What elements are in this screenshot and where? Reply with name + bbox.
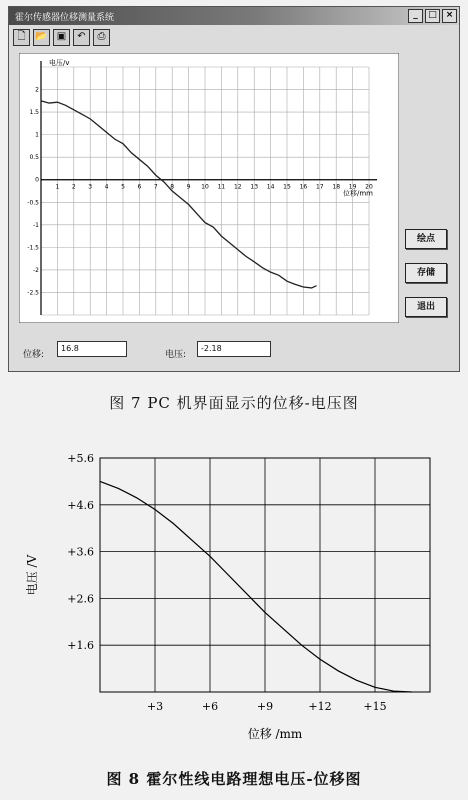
- x-tick-label: 3: [88, 183, 93, 191]
- displacement-field: 16.8: [57, 341, 127, 357]
- y-tick-label: -2: [33, 266, 39, 274]
- open-icon[interactable]: 📂: [33, 29, 50, 46]
- y-tick-label: -1: [33, 221, 39, 229]
- y-tick-label: +5.6: [67, 452, 94, 465]
- window-title: 霍尔传感器位移测量系统: [15, 13, 115, 23]
- x-tick-label: 13: [250, 183, 259, 191]
- x-tick-label: 14: [266, 183, 275, 191]
- x-tick-label: 8: [170, 183, 175, 191]
- y-tick-label: +2.6: [67, 592, 94, 606]
- y-tick-label: 1: [35, 131, 39, 139]
- save-data-button[interactable]: 存储: [405, 263, 447, 283]
- y-tick-label: -2.5: [27, 289, 39, 297]
- maximize-button[interactable]: □: [425, 9, 440, 23]
- x-tick-label: +12: [308, 700, 332, 713]
- y-tick-label: -1.5: [27, 244, 39, 252]
- toolbar: [13, 29, 110, 46]
- print-icon[interactable]: ⎙: [93, 29, 110, 46]
- x-tick-label: +3: [146, 700, 164, 713]
- y-tick-label: +3.6: [67, 545, 94, 559]
- voltage-label: 电压:: [165, 350, 187, 360]
- y-tick-label: -0.5: [27, 199, 39, 207]
- data-series-line: [100, 481, 412, 692]
- x-tick-label: 16: [299, 183, 308, 191]
- x-tick-label: 17: [315, 183, 324, 191]
- undo-icon[interactable]: ↶: [73, 29, 90, 46]
- close-button[interactable]: ×: [442, 9, 457, 23]
- exit-button[interactable]: 退出: [405, 297, 447, 317]
- x-tick-label: 18: [332, 183, 341, 191]
- x-tick-label: 5: [121, 183, 125, 191]
- y-tick-label: 0.5: [29, 154, 39, 162]
- x-tick-label: 10: [201, 183, 209, 191]
- y-tick-label: 1.5: [29, 109, 39, 117]
- x-tick-label: 2: [71, 183, 76, 191]
- figure-8-caption: 图 8 霍尔性线电路理想电压-位移图: [106, 770, 362, 788]
- y-axis-label: 电压 /V: [25, 554, 39, 596]
- ideal-voltage-displacement-plot: [0, 440, 468, 760]
- x-tick-label: +9: [256, 700, 274, 713]
- y-tick-label: +4.6: [67, 498, 94, 512]
- x-tick-label: +6: [201, 700, 219, 713]
- x-tick-label: 6: [137, 183, 142, 191]
- x-tick-label: 20: [365, 183, 373, 191]
- new-icon[interactable]: 🗋: [13, 29, 30, 46]
- y-tick-label: +1.6: [67, 639, 94, 653]
- x-tick-label: 15: [283, 183, 291, 191]
- x-tick-label: 9: [186, 183, 191, 191]
- y-axis-label: 电压/v: [49, 59, 70, 67]
- x-tick-label: 12: [233, 183, 242, 191]
- displacement-voltage-plot: [19, 53, 399, 323]
- x-tick-label: +15: [363, 700, 387, 713]
- x-tick-label: 4: [104, 183, 109, 191]
- save-icon[interactable]: ▣: [53, 29, 70, 46]
- y-tick-label: 0: [35, 176, 39, 184]
- y-tick-label: 2: [35, 86, 39, 94]
- plot-button[interactable]: 绘点: [405, 229, 447, 249]
- x-tick-label: 1: [55, 183, 60, 191]
- x-tick-label: 11: [217, 183, 226, 191]
- x-tick-label: 19: [348, 183, 357, 191]
- application-window: [8, 6, 460, 372]
- x-axis-label: 位移 /mm: [247, 727, 303, 741]
- title-bar: [9, 7, 459, 25]
- x-tick-label: 7: [153, 183, 158, 191]
- voltage-field: -2.18: [197, 341, 271, 357]
- minimize-button[interactable]: _: [408, 9, 423, 23]
- plot-background: [19, 53, 399, 323]
- x-axis-label: 位移/mm: [343, 189, 373, 198]
- figure-7-caption: 图 7 PC 机界面显示的位移-电压图: [109, 394, 359, 412]
- displacement-label: 位移:: [23, 350, 45, 360]
